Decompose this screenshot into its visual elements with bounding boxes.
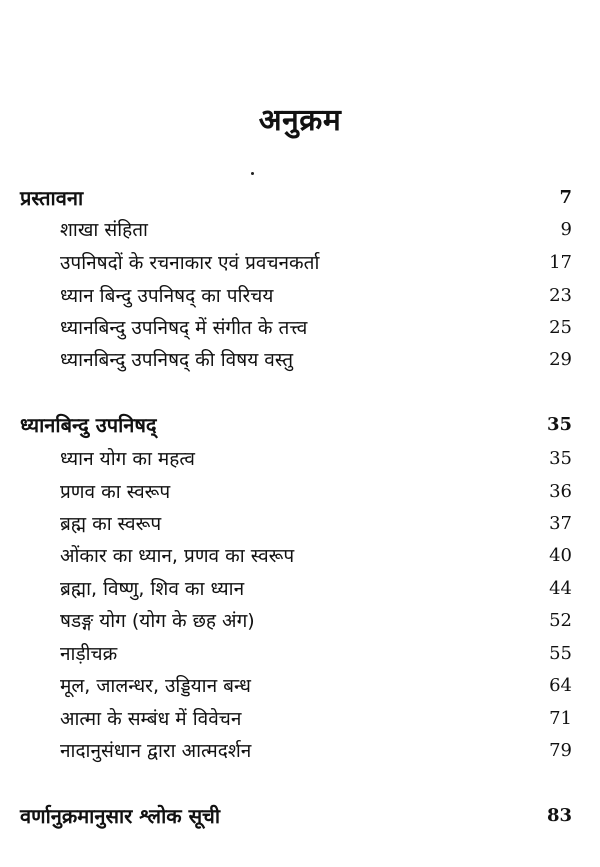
toc-entry [0, 574, 600, 604]
toc-entry-label: आत्मा के सम्बंध में विवेचन [60, 708, 242, 730]
toc-entry-page: 25 [549, 317, 572, 338]
toc-entry [0, 704, 600, 734]
toc-entry [0, 477, 600, 507]
toc-section [0, 183, 600, 213]
toc-entry-page: 37 [549, 513, 572, 534]
toc-entry-page: 44 [549, 578, 572, 599]
toc-entry [0, 509, 600, 539]
toc-section-page: 83 [546, 805, 572, 826]
toc-entry [0, 281, 600, 311]
toc-entry-page: 40 [549, 545, 572, 566]
toc-entry-page: 71 [549, 708, 572, 729]
toc-entry-label: उपनिषदों के रचनाकार एवं प्रवचनकर्ता [60, 252, 320, 274]
toc-entry [0, 313, 600, 343]
page-title: अनुक्रम [258, 103, 342, 138]
toc-entry [0, 444, 600, 474]
toc-entry-page: 55 [549, 643, 572, 664]
ink-speck [251, 172, 254, 175]
toc-entry-label: ध्यान बिन्दु उपनिषद् का परिचय [60, 285, 274, 307]
toc-section-page: 35 [546, 414, 572, 435]
toc-entry [0, 736, 600, 766]
toc-entry-label: नादानुसंधान द्वारा आत्मदर्शन [60, 740, 252, 762]
toc-entry-label: नाड़ीचक्र [60, 643, 118, 665]
toc-entry-page: 17 [549, 252, 572, 273]
toc-section-page: 7 [559, 187, 572, 208]
toc-entry-page: 29 [549, 349, 572, 370]
toc-entry-page: 79 [549, 740, 572, 761]
toc-entry-label: ध्यान योग का महत्व [60, 448, 195, 470]
toc-entry-page: 9 [560, 219, 572, 240]
toc-entry [0, 215, 600, 245]
toc-entry-page: 52 [549, 610, 572, 631]
toc-entry [0, 345, 600, 375]
toc-entry [0, 639, 600, 669]
toc-section [0, 410, 600, 440]
toc-entry-label: शाखा संहिता [60, 219, 148, 241]
toc-entry-label: ब्रह्मा, विष्णु, शिव का ध्यान [60, 578, 245, 600]
toc-section-label: प्रस्तावना [20, 186, 84, 210]
toc-entry-label: षडङ्ग योग (योग के छह अंग) [60, 610, 255, 632]
toc-entry-label: ब्रह्म का स्वरूप [60, 513, 162, 535]
toc-entry-label: ओंकार का ध्यान, प्रणव का स्वरूप [60, 545, 295, 567]
toc-entry-label: ध्यानबिन्दु उपनिषद् में संगीत के तत्त्व [60, 317, 308, 339]
toc-entry [0, 541, 600, 571]
toc-entry-page: 36 [549, 481, 572, 502]
toc-entry [0, 606, 600, 636]
toc-entry-page: 23 [549, 285, 572, 306]
toc-section [0, 801, 600, 831]
toc-entry-page: 35 [549, 448, 572, 469]
toc-entry-label: ध्यानबिन्दु उपनिषद् की विषय वस्तु [60, 349, 294, 371]
toc-entry-label: प्रणव का स्वरूप [60, 481, 171, 503]
toc-section-label: वर्णानुक्रमानुसार श्लोक सूची [20, 804, 221, 828]
toc-section-label: ध्यानबिन्दु उपनिषद् [20, 413, 157, 437]
toc-entry-page: 64 [549, 675, 572, 696]
toc-entry [0, 248, 600, 278]
toc-entry [0, 671, 600, 701]
toc-entry-label: मूल, जालन्धर, उड्डियान बन्ध [60, 675, 251, 697]
